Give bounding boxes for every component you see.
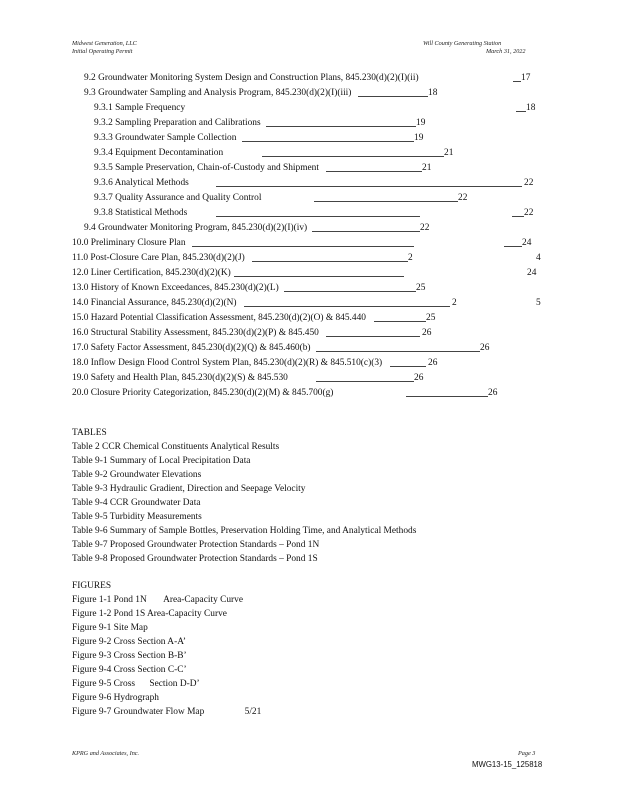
toc-entry-label: 9.3.5 Sample Preservation, Chain-of-Custody and Shipment (94, 163, 319, 173)
list-item (72, 636, 186, 648)
list-item (72, 678, 200, 690)
list-item: Table 9-8 Proposed Groundwater Protection Standards – Pond 1S (72, 554, 318, 564)
figure-label-continued: Area-Capacity Curve (163, 595, 244, 605)
toc-leader-line (513, 81, 521, 82)
toc-leader-line (262, 156, 444, 157)
toc-entry (94, 117, 544, 129)
toc-entry-label: 11.0 Post-Closure Care Plan, 845.230(d)(2)(J) (72, 253, 245, 263)
toc-entry-label: 9.4 Groundwater Monitoring Program, 845.230(d)(2)(I)(iv) (84, 223, 308, 233)
toc-entry-label: 9.3.3 Groundwater Sample Collection (94, 133, 237, 143)
toc-leader-line (358, 96, 428, 97)
toc-entry-page: 25 (416, 283, 426, 293)
toc-entry-label: 9.3.4 Equipment Decontamination (94, 148, 224, 158)
header-left (72, 40, 137, 56)
toc-entry-page: 26 (480, 343, 490, 353)
toc-entry (72, 357, 542, 369)
toc-entry (94, 162, 544, 174)
header-permit: Initial Operating Permit (72, 48, 133, 55)
toc-leader-line (252, 261, 408, 262)
toc-entry-page: 22 (524, 208, 534, 218)
toc-entry-label: 15.0 Hazard Potential Classification Assessment, 845.230(d)(2)(O) & 845.440 (72, 313, 366, 323)
toc-leader-line (326, 336, 420, 337)
toc-entry-page: 19 (414, 133, 424, 143)
toc-entry-page: 19 (416, 118, 426, 128)
toc-entry (94, 192, 544, 204)
list-item (72, 594, 243, 606)
toc-leader-line (512, 216, 524, 217)
toc-leader-line (234, 276, 404, 277)
toc-entry-page: 18 (428, 88, 438, 98)
toc-entry (72, 267, 547, 279)
toc-entry-page: 24 (527, 268, 537, 278)
toc-entry-label: 12.0 Liner Certification, 845.230(d)(2)(K) (72, 268, 231, 278)
toc-entry-page: 22 (420, 223, 430, 233)
toc-leader-line (326, 171, 422, 172)
toc-entry-page: 26 (428, 358, 438, 368)
figure-label: Figure 9-5 Cross (72, 679, 136, 689)
list-item (72, 622, 148, 634)
toc-entry-label: 9.3 Groundwater Sampling and Analysis Program, 845.230(d)(2)(I)(iii) (84, 88, 352, 98)
toc-leader-line (266, 126, 416, 127)
toc-leader-line (242, 141, 414, 142)
list-item: Table 9-2 Groundwater Elevations (72, 470, 202, 480)
toc-entry-page: 17 (521, 73, 531, 83)
toc-entry (72, 372, 542, 384)
toc-entry-page: 26 (488, 388, 498, 398)
toc-entry-label: 16.0 Structural Stability Assessment, 845.230(d)(2)(P) & 845.450 (72, 328, 319, 338)
list-item (72, 692, 159, 704)
list-item: Table 9-4 CCR Groundwater Data (72, 498, 201, 508)
toc-leader-line (316, 351, 480, 352)
toc-leader-line (316, 381, 414, 382)
toc-entry-label: 9.3.2 Sampling Preparation and Calibrations (94, 118, 261, 128)
list-item (72, 650, 187, 662)
toc-entry (84, 72, 544, 84)
figure-label: Figure 1-1 Pond 1N (72, 595, 147, 605)
toc-entry (72, 297, 547, 309)
toc-entry (72, 342, 542, 354)
toc-entry-page: 21 (444, 148, 454, 158)
list-item: Table 9-7 Proposed Groundwater Protection Standards – Pond 1N (72, 540, 320, 550)
figures-heading: FIGURES (72, 581, 112, 591)
toc-entry-label: 19.0 Safety and Health Plan, 845.230(d)(2)(S) & 845.530 (72, 373, 288, 383)
toc-leader-line (504, 246, 522, 247)
figure-label: Figure 9-1 Site Map (72, 623, 148, 633)
toc-entry-label: 9.2 Groundwater Monitoring System Design and Construction Plans, 845.230(d)(2)(I)(ii) (84, 73, 419, 83)
toc-entry-label: 9.3.1 Sample Frequency (94, 103, 186, 113)
toc-entry-page: 22 (458, 193, 468, 203)
list-item (72, 608, 227, 620)
figure-label: Figure 9-3 Cross Section B-B’ (72, 651, 187, 661)
toc-entry-page: 26 (414, 373, 424, 383)
figure-label: Figure 9-2 Cross Section A-A’ (72, 637, 187, 647)
toc-entry (94, 132, 544, 144)
toc-leader-line (406, 396, 488, 397)
figure-label-continued: Section D-D’ (149, 679, 200, 689)
header-right (423, 40, 525, 56)
footer-company: KPRG and Associates, Inc. (72, 750, 140, 757)
toc-entry-label: 18.0 Inflow Design Flood Control System Plan, 845.230(d)(2)(R) & 845.510(c)(3) (72, 358, 383, 368)
toc-entry (72, 252, 542, 264)
toc-entry-label: 13.0 History of Known Exceedances, 845.230(d)(2)(L) (72, 283, 279, 293)
toc-entry (84, 222, 544, 234)
figure-label: Figure 9-4 Cross Section C-C’ (72, 665, 187, 675)
toc-entry-page: 2 (452, 298, 457, 308)
footer-document-id: MWG13-15_125818 (472, 760, 543, 769)
toc-entry-page: 21 (422, 163, 432, 173)
toc-leader-line (216, 216, 420, 217)
toc-leader-line (314, 201, 458, 202)
toc-entry-page-continued: 4 (536, 253, 541, 263)
figure-label-continued: 5/21 (244, 707, 262, 717)
list-item: Table 9-6 Summary of Sample Bottles, Preservation Holding Time, and Analytical Methods (72, 526, 417, 536)
toc-leader-line (244, 306, 450, 307)
toc-entry (94, 147, 544, 159)
tables-heading: TABLES (72, 428, 107, 438)
toc-entry-label: 17.0 Safety Factor Assessment, 845.230(d)(2)(Q) & 845.460(b) (72, 343, 311, 353)
toc-leader-line (390, 366, 426, 367)
header-date: March 31, 2022 (486, 48, 526, 55)
toc-entry-page: 2 (408, 253, 413, 263)
toc-entry-label: 14.0 Financial Assurance, 845.230(d)(2)(N) (72, 298, 237, 308)
toc-entry (72, 282, 542, 294)
toc-entry-page: 18 (526, 103, 536, 113)
toc-entry-label: 9.3.8 Statistical Methods (94, 208, 188, 218)
header-company: Midwest Generation, LLC (72, 40, 137, 47)
figure-label: Figure 9-6 Hydrograph (72, 693, 159, 703)
toc-leader-line (216, 186, 522, 187)
list-item: Table 9-3 Hydraulic Gradient, Direction and Seepage Velocity (72, 484, 306, 494)
toc-entry (94, 177, 544, 189)
toc-entry (72, 387, 542, 399)
toc-entry (94, 102, 544, 114)
list-item: Table 9-1 Summary of Local Precipitation Data (72, 456, 251, 466)
toc-entry-label: 9.3.7 Quality Assurance and Quality Control (94, 193, 262, 203)
toc-entry-page: 22 (524, 178, 534, 188)
list-item (72, 706, 261, 718)
toc-entry-label: 9.3.6 Analytical Methods (94, 178, 189, 188)
toc-leader-line (516, 111, 526, 112)
toc-leader-line (192, 246, 414, 247)
list-item: Table 2 CCR Chemical Constituents Analytical Results (72, 442, 280, 452)
toc-entry (94, 207, 544, 219)
figure-label: Figure 9-7 Groundwater Flow Map (72, 707, 205, 717)
toc-entry (72, 327, 542, 339)
header-station: Will County Generating Station (423, 40, 502, 47)
toc-entry-label: 10.0 Preliminary Closure Plan (72, 238, 186, 248)
toc-entry-page-continued: 5 (536, 298, 541, 308)
toc-entry (84, 87, 544, 99)
toc-entry-page: 24 (522, 238, 532, 248)
toc-entry-page: 25 (426, 313, 436, 323)
toc-entry-label: 20.0 Closure Priority Categorization, 845.230(d)(2)(M) & 845.700(g) (72, 388, 334, 398)
toc-entry (72, 237, 542, 249)
toc-leader-line (312, 231, 420, 232)
figure-label: Figure 1-2 Pond 1S Area-Capacity Curve (72, 609, 227, 619)
toc-entry-page: 26 (422, 328, 432, 338)
footer-page-number: Page 3 (518, 750, 536, 757)
toc-leader-line (284, 291, 416, 292)
list-item: Table 9-5 Turbidity Measurements (72, 512, 202, 522)
toc-leader-line (374, 321, 426, 322)
list-item (72, 664, 187, 676)
toc-entry (72, 312, 542, 324)
